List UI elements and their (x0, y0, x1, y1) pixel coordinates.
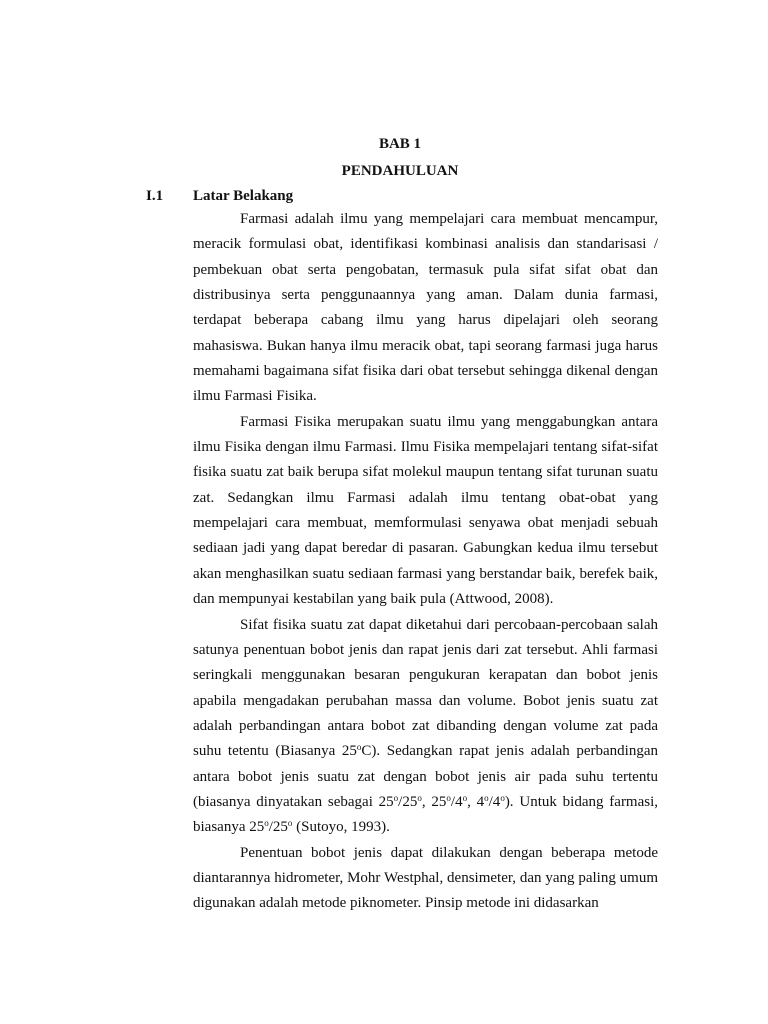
chapter-number: BAB 1 (378, 136, 422, 152)
paragraph-3-text: (Sutoyo, 1993). (292, 819, 390, 836)
paragraph-4: Penentuan bobot jenis dapat dilakukan dengan beberapa metode diantarannya hidrometer, Mohr Westphal, densimeter, dan yang paling umum digunakan adalah metode piknometer. Pinsip metode ini didasarkan (193, 844, 658, 912)
paragraph-3-text: , 4 (467, 793, 485, 810)
paragraph-3-text: /4 (488, 793, 501, 810)
paragraph-3-text: C). Sedangkan rapat jenis adalah perbandingan antara bobot jenis suatu zat dengan bobot jenis air pada suhu tertentu (biasanya dinyatakan sebagai 25 (193, 743, 658, 810)
degree-superscript: o (417, 792, 422, 803)
degree-superscript: o (500, 792, 505, 803)
paragraph-3-text: /25 (268, 819, 288, 836)
paragraph-3-text: ). Untuk bidang farmasi, biasanya 25 (193, 793, 659, 836)
paragraph-3-text: Sifat fisika suatu zat dapat diketahui dari percobaan-percobaan salah satunya penentuan bobot jenis dan rapat jenis dari zat tersebut. Ahli farmasi seringkali menggunakan besaran pengukuran kerapatan dan bobot jenis apabila mengadakan perubahan massa dan volume. Bobot jenis suatu zat adalah perbandingan antara bobot zat dibanding dengan volume zat pada suhu tetentu (Biasanya 25 (193, 616, 658, 760)
paragraph-3-text: /25 (398, 793, 418, 810)
paragraph-1: Farmasi adalah ilmu yang mempelajari cara membuat mencampur, meracik formulasi obat, identifikasi kombinasi analisis dan standarisasi / pembekuan obat serta pengobatan, termasuk pula sifat sifat obat dan distribusinya serta penggunaannya yang aman. Dalam dunia farmasi, terdapat beberapa cabang ilmu yang harus dipelajari oleh seorang mahasiswa. Bukan hanya ilmu meracik obat, tapi seorang farmasi juga harus memahami bagaimana sifat fisika dari obat tersebut sehingga dikenal dengan ilmu Farmasi Fisika. (193, 211, 658, 405)
degree-superscript: o (287, 818, 293, 829)
chapter-title: PENDAHULUAN (341, 163, 459, 179)
paragraph-3 (193, 613, 658, 841)
paragraph-3-text: , 25 (421, 793, 447, 810)
section-title: Latar Belakang (193, 188, 294, 204)
degree-superscript: o (446, 792, 451, 803)
degree-superscript: o (484, 792, 489, 803)
degree-superscript: o (393, 792, 399, 803)
section-number: I.1 (146, 188, 164, 204)
paragraph-2: Farmasi Fisika merupakan suatu ilmu yang menggabungkan antara ilmu Fisika dengan ilmu Farmasi. Ilmu Fisika mempelajari tentang sifat-sifat fisika suatu zat baik berupa sifat molekul maupun tentang sifat turunan suatu zat. Sedangkan ilmu Farmasi adalah ilmu tentang obat-obat yang mempelajari cara membuat, memformulasi senyawa obat menjadi sebuah sediaan jadi yang dapat beredar di pasaran. Gabungkan kedua ilmu tersebut akan menghasilkan suatu sediaan farmasi yang berstandar baik, berefek baik, dan mempunyai kestabilan yang baik pula (Attwood, 2008). (193, 413, 658, 608)
paragraph-3-text: /4 (450, 793, 463, 810)
degree-superscript: o (462, 792, 468, 803)
degree-superscript: o (356, 742, 362, 753)
body-text (193, 207, 658, 917)
degree-superscript: o (264, 818, 269, 829)
